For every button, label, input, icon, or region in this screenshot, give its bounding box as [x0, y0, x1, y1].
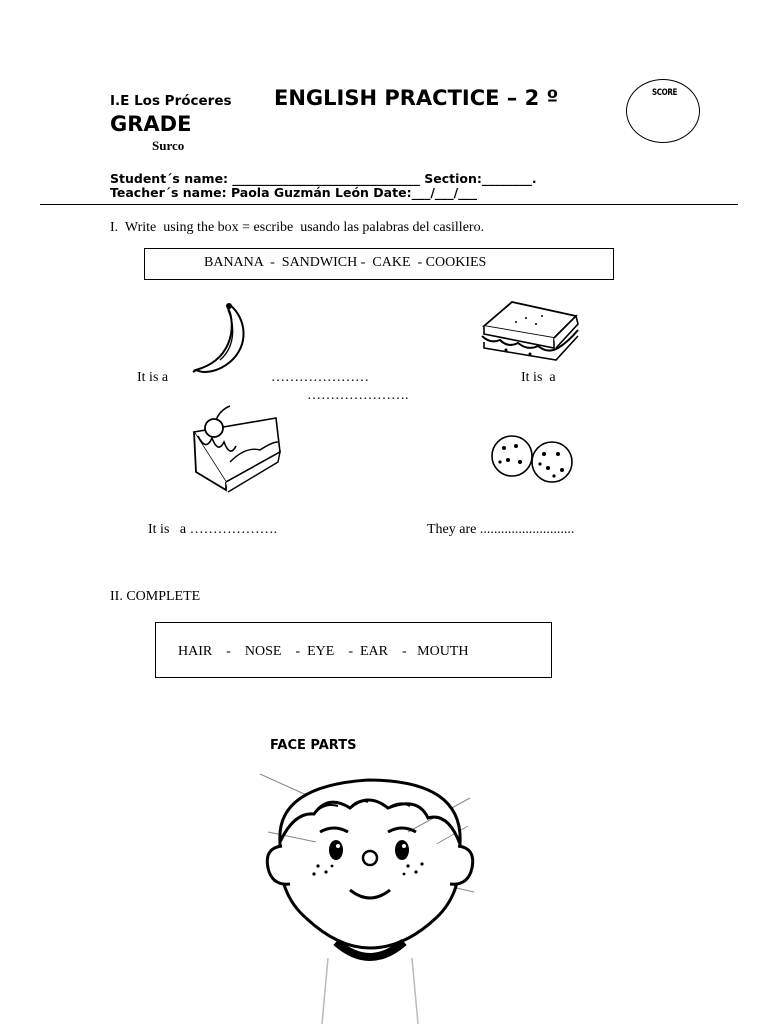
cookies-image: [488, 432, 578, 487]
banana-prefix: It is a: [137, 370, 169, 385]
section2-instruction: II. COMPLETE: [110, 589, 201, 604]
student-name-line: Student´s name: ______________________________ Section:________.: [110, 171, 537, 186]
cake-image: [186, 402, 286, 497]
face-image: [258, 762, 488, 1024]
cake-answer-line: It is a ……………….: [148, 522, 278, 537]
face-parts-title: FACE PARTS: [270, 738, 357, 753]
section1-instruction: I. Write using the box = escribe usando las palabras del casillero.: [110, 220, 485, 235]
banana-image: [190, 300, 255, 378]
teacher-name-line: Teacher´s name: Paola Guzmán León Date:___/___/___: [110, 185, 477, 200]
cookies-answer-line: They are ...........................: [427, 522, 575, 537]
sandwich-answer-dots: ………………….: [307, 388, 409, 403]
word-box-food-text: BANANA - SANDWICH - CAKE - COOKIES: [204, 255, 487, 270]
sandwich-prefix: It is a: [521, 370, 556, 385]
sandwich-image: [476, 296, 586, 368]
score-label: SCORE: [652, 88, 678, 98]
banana-answer-dots: …………………: [271, 370, 369, 385]
header-divider: [40, 204, 738, 205]
word-box-face-text: HAIR - NOSE - EYE - EAR - MOUTH: [178, 644, 469, 659]
district-label: Surco: [152, 138, 185, 153]
school-name: I.E Los Próceres: [110, 93, 232, 109]
grade-label: GRADE: [110, 112, 192, 136]
page-title: ENGLISH PRACTICE – 2 º: [274, 86, 559, 110]
